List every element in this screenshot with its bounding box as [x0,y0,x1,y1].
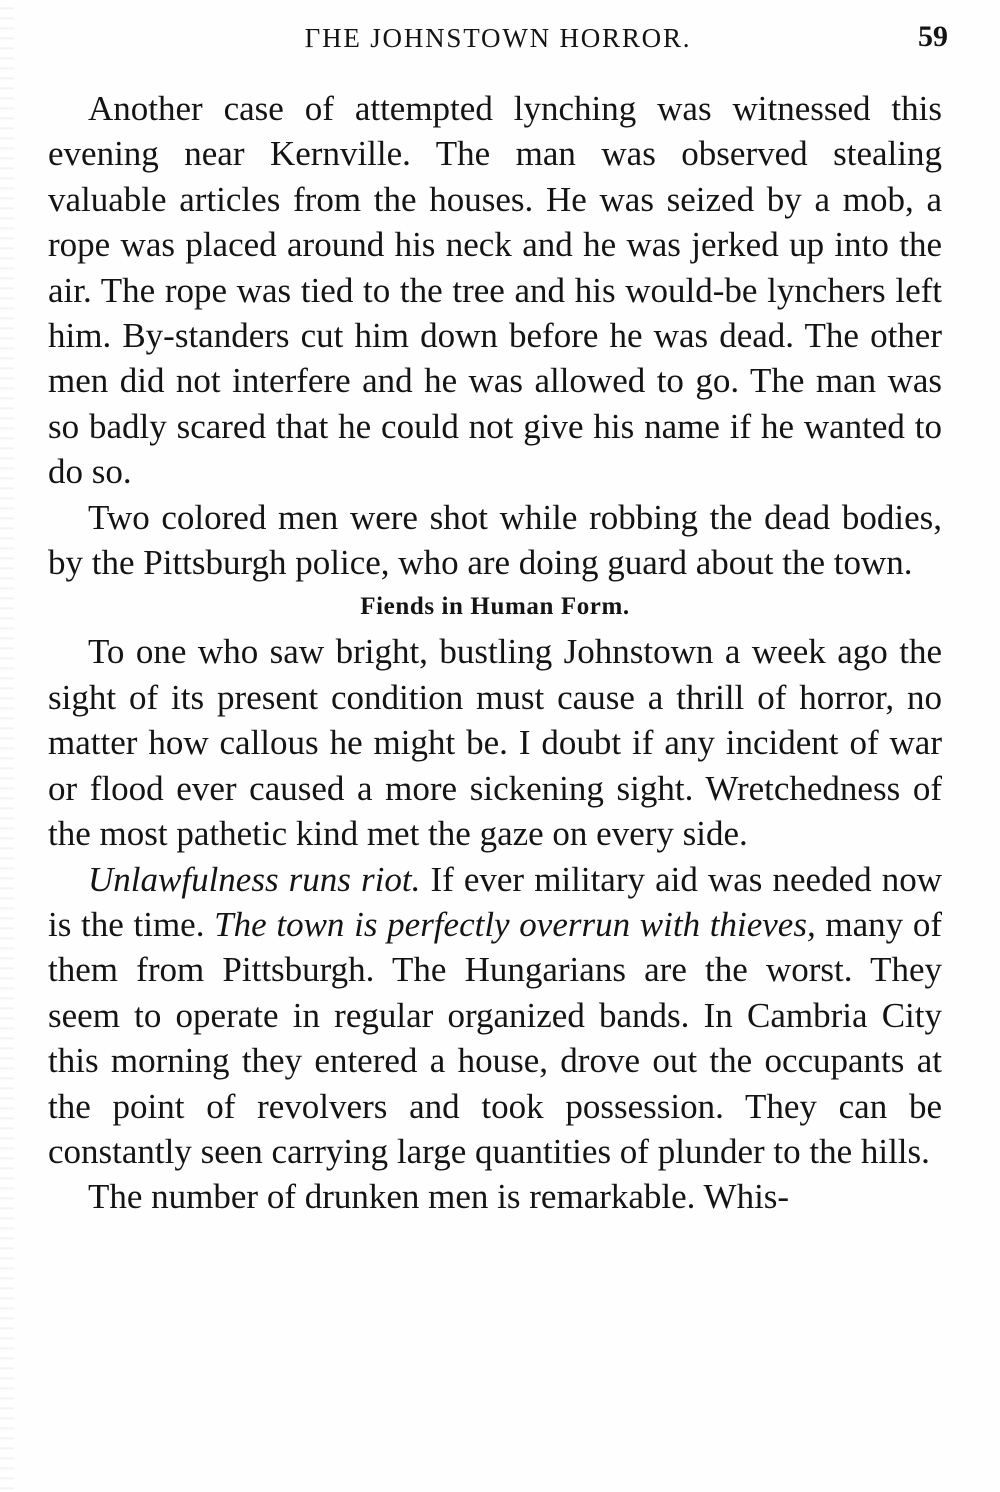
running-title: ΓHE JOHNSTOWN HORROR. [304,23,692,53]
section-heading: Fiends in Human Form. [360,593,630,621]
running-head [48,18,948,58]
paragraph-johnstown: To one who saw bright, bustling Johnstown a week ago the sight of its present condition must cause a thrill of horror, no matter how callous he might be. I doubt if any incident of war or flood ever caused a more sickening sight. Wretchedness of the most pathetic kind met the gaze on every side. [48,632,942,854]
text-military-aid: If ever military aid was needed now is the time. [48,859,942,944]
page-number: 59 [918,20,948,53]
text-hungarians: many of them from Pittsburgh. The Hungarians are the worst. They seem to operate in regular organized bands. In Cambria City this morning they entered a house, drove out the occupants at the point of revolvers and took possession. They can be constantly seen carrying large quantities of plunder to the hills. [48,904,943,1171]
paragraph-colored-men: Two colored men were shot while robbing the dead bodies, by the Pittsburgh police, who are doing guard about the town. [48,497,942,583]
paragraph-unlawfulness [48,857,942,1175]
paragraph-lynching: Another case of attempted lynching was witnessed this evening near Kernville. The man was observed stealing valuable articles from the houses. He was seized by a mob, a rope was placed around his neck and he was jerked up into the air. The rope was tied to the tree and his would-be lynchers left him. By-standers cut him down before he was dead. The other men did not interfere and he was allowed to go. The man was so badly scared that he could not give his name if he wanted to do so. [48,89,942,492]
italic-thieves: The town is perfectly overrun with thieves, [214,904,816,944]
italic-unlawfulness: Unlawfulness runs riot. [88,859,421,899]
body-text [48,86,942,1220]
paragraph-drunken-men: The number of drunken men is remarkable. Whis- [88,1177,790,1217]
page-edge-speckle [0,0,14,1492]
